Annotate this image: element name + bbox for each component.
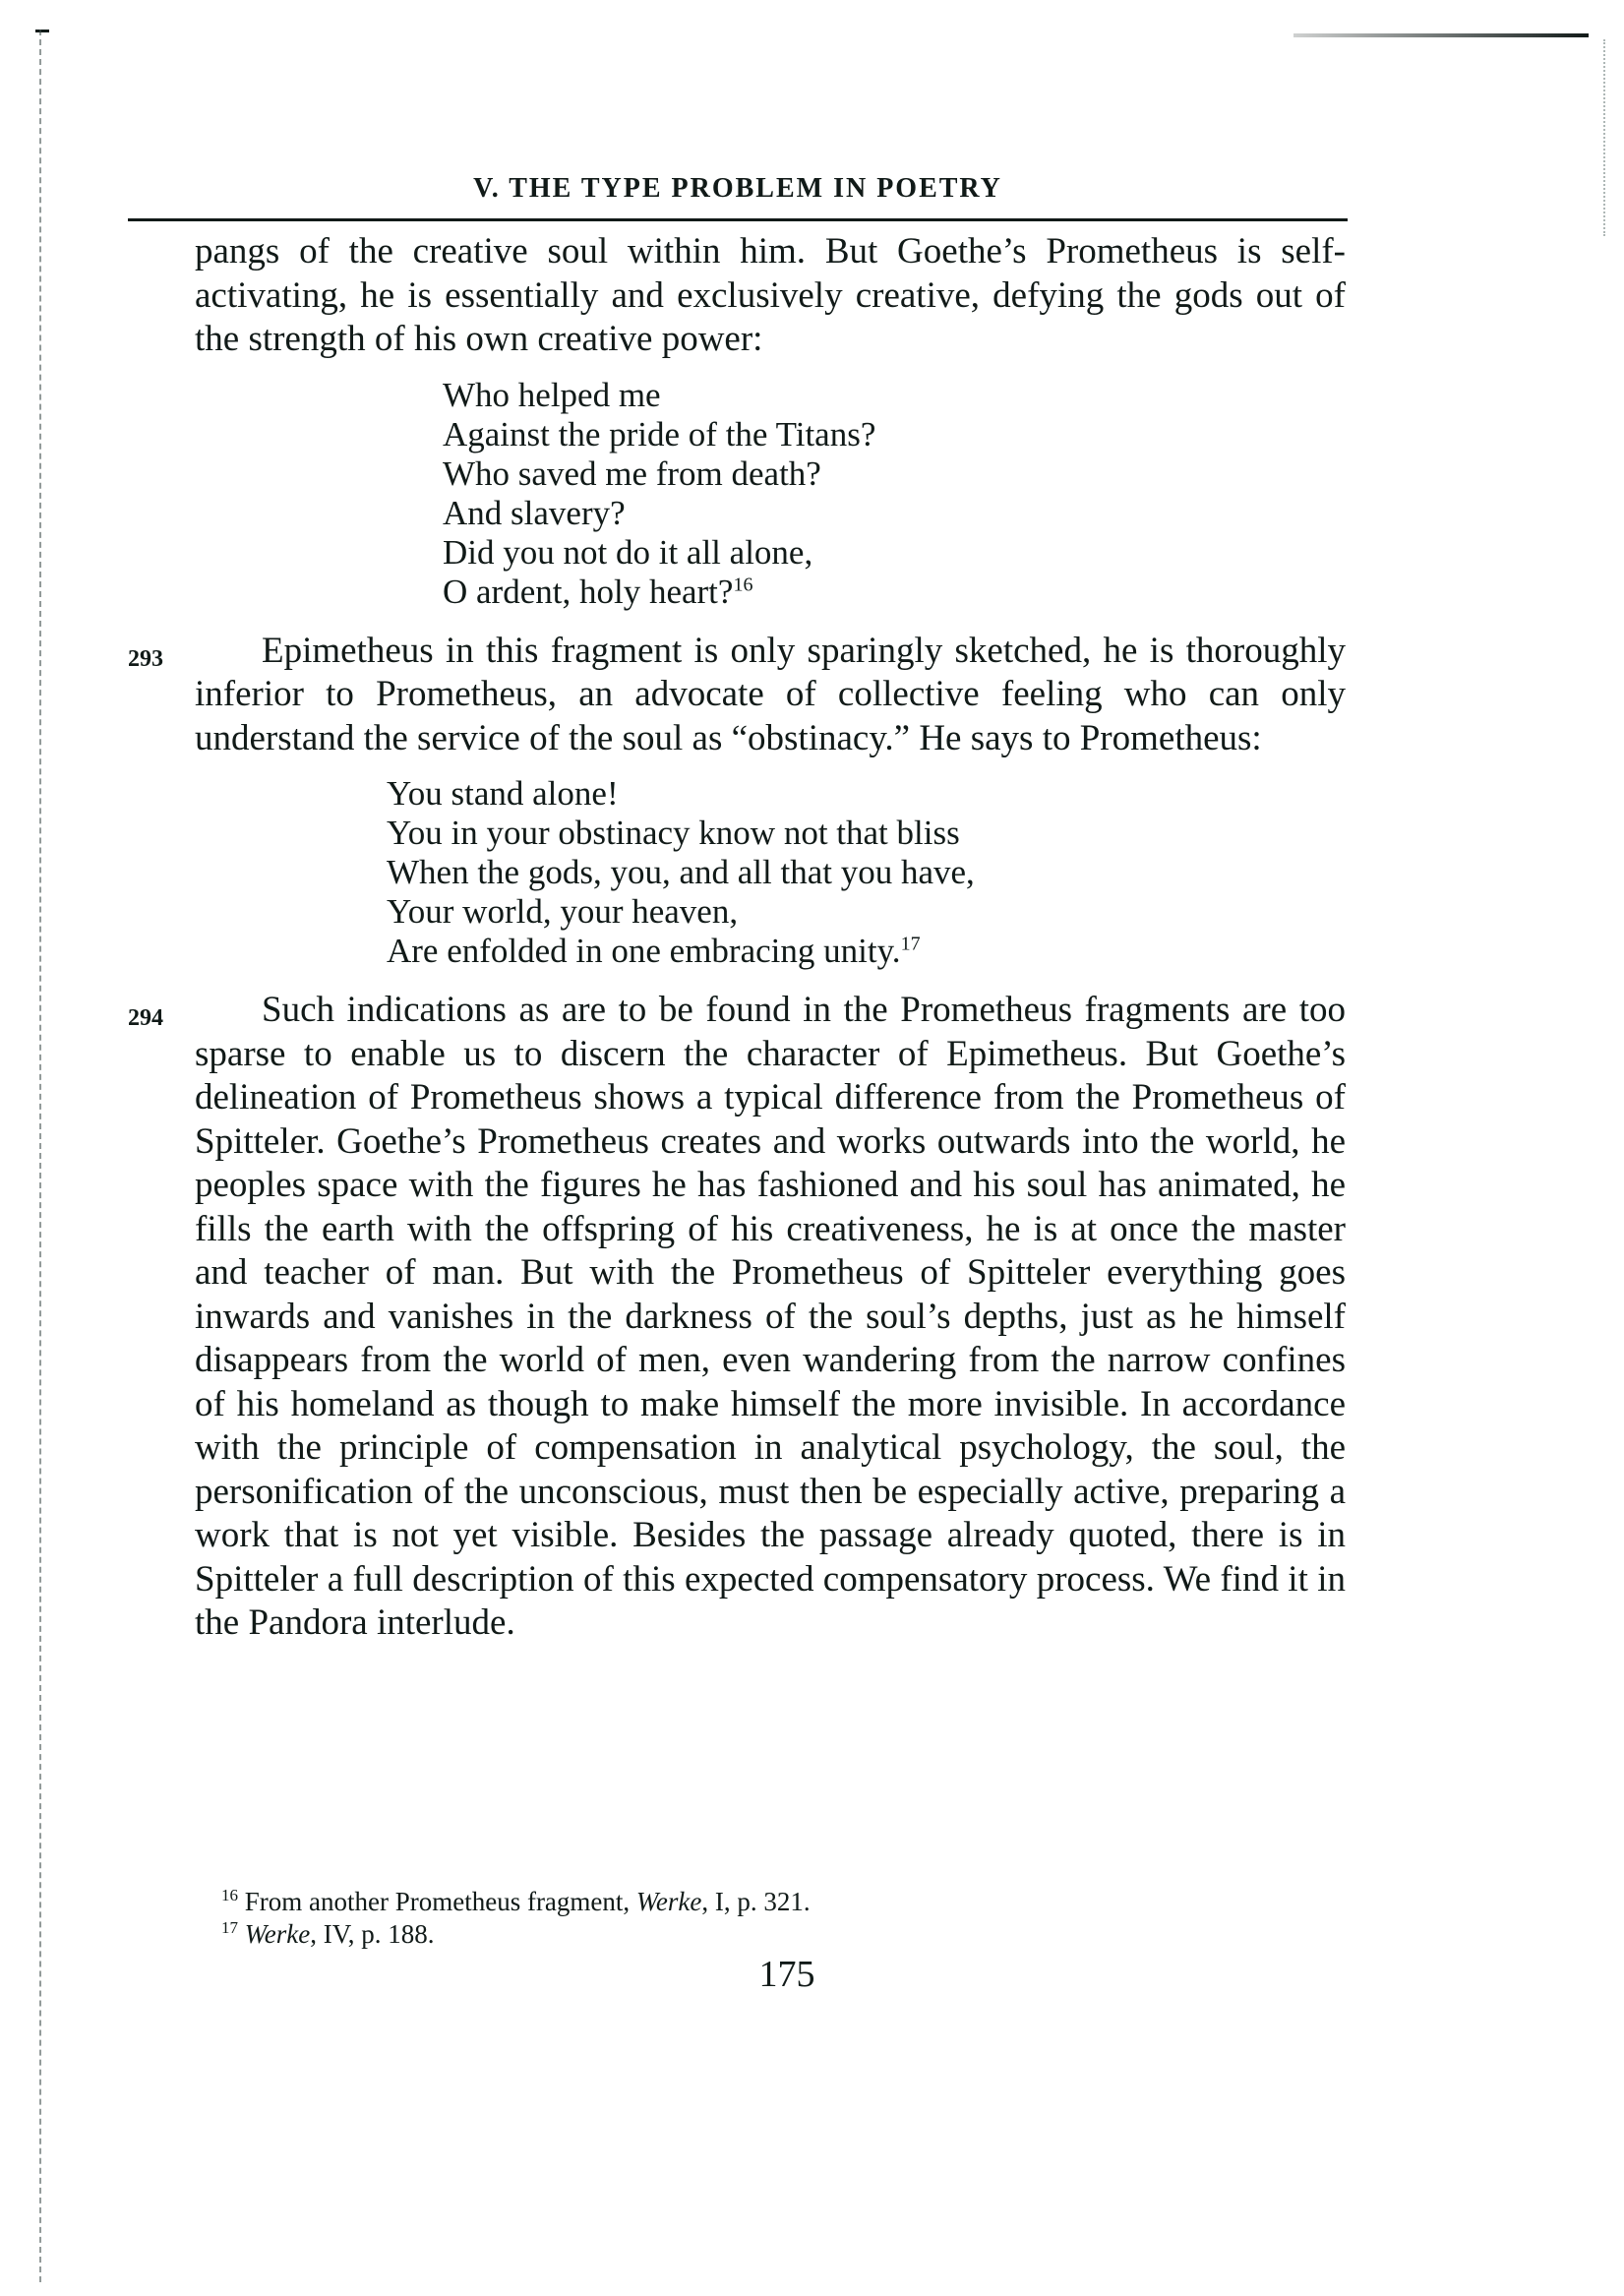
footnote-number: 16 (221, 1886, 238, 1904)
running-head: V. THE TYPE PROBLEM IN POETRY (473, 173, 1002, 204)
page-number: 175 (758, 1954, 815, 1995)
verse-line-last (387, 932, 1346, 971)
paragraph-294 (128, 989, 1346, 1646)
page-body (128, 230, 1346, 1646)
footnote-ref-17: 17 (900, 933, 921, 955)
paragraph-text: Such indications as are to be found in the Prometheus fragments are too sparse to enable us to discern the character of Epimetheus. But Goethe’s delineation of Prometheus shows a typical difference from the Prometheus of Spitteler. Goethe’s Prometheus creates and works outwards into the world, he peoples space with the figures he has fashioned and his soul has animated, he fills the earth with the offspring of his creativeness, he is at once the master and teacher of man. But with the Prometheus of Spitteler everything goes inwards and vanishes in the darkness of the soul’s depths, just as he himself disappears from the world of men, even wandering from the narrow confines of his homeland as though to make himself the more invisible. In accordance with the principle of compensation in analytical psychology, the soul, the personification of the unconscious, must then be especially active, preparing a work that is not yet visible. Besides the passage already quoted, there is in Spitteler a full description of this expected compensatory process. We find it in the Pandora interlude. (195, 990, 1346, 1643)
verse-text: O ardent, holy heart? (443, 572, 734, 611)
verse-line-last (443, 573, 1346, 612)
footnotes (221, 1886, 1303, 1951)
verse-line: Who saved me from death? (443, 453, 821, 493)
verse-line: Did you not do it all alone, (443, 532, 813, 572)
verse-quote-1 (195, 376, 1346, 612)
verse-line: Against the pride of the Titans? (443, 414, 876, 453)
paragraph-293 (128, 630, 1346, 761)
footnote-work-title: Werke (244, 1919, 311, 1949)
verse-line: Your world, your heaven, (387, 892, 739, 931)
footnote-citation: , I, p. 321. (701, 1887, 811, 1916)
footnote-ref-16: 16 (733, 573, 753, 595)
verse-line: Who helped me (443, 375, 661, 414)
footnote-work-title: Werke (635, 1887, 702, 1916)
scan-top-rule (1293, 33, 1589, 37)
verse-quote-2 (195, 774, 1346, 971)
footnote-number: 17 (221, 1918, 238, 1937)
paragraph-number: 294 (128, 1005, 163, 1031)
footnote-16 (221, 1886, 1303, 1918)
verse-line: You stand alone! (387, 774, 619, 813)
opening-paragraph: pangs of the creative soul within him. But Goethe’s Prometheus is self-activating, he is essentially and exclusively creative, defying the gods out of the strength of his own creative power: (195, 231, 1346, 359)
paragraph-text: Epimetheus in this fragment is only sparingly sketched, he is thoroughly inferior to Prometheus, an advocate of collective feeling who can only understand the service of the soul as “obstinacy.” He says to Prometheus: (195, 630, 1346, 758)
footnote-citation: , IV, p. 188. (310, 1919, 435, 1949)
footnote-17 (221, 1918, 1303, 1951)
scan-right-edge (1603, 39, 1607, 236)
paragraph-number: 293 (128, 645, 163, 672)
footnote-text: From another Prometheus fragment, (244, 1887, 636, 1916)
head-rule (128, 218, 1348, 221)
verse-text: Are enfolded in one embracing unity. (387, 932, 901, 970)
scan-binding-edge (39, 30, 47, 2282)
verse-line: When the gods, you, and all that you have, (387, 853, 975, 891)
verse-line: You in your obstinacy know not that bliss (387, 814, 960, 852)
verse-line: And slavery? (443, 493, 626, 532)
